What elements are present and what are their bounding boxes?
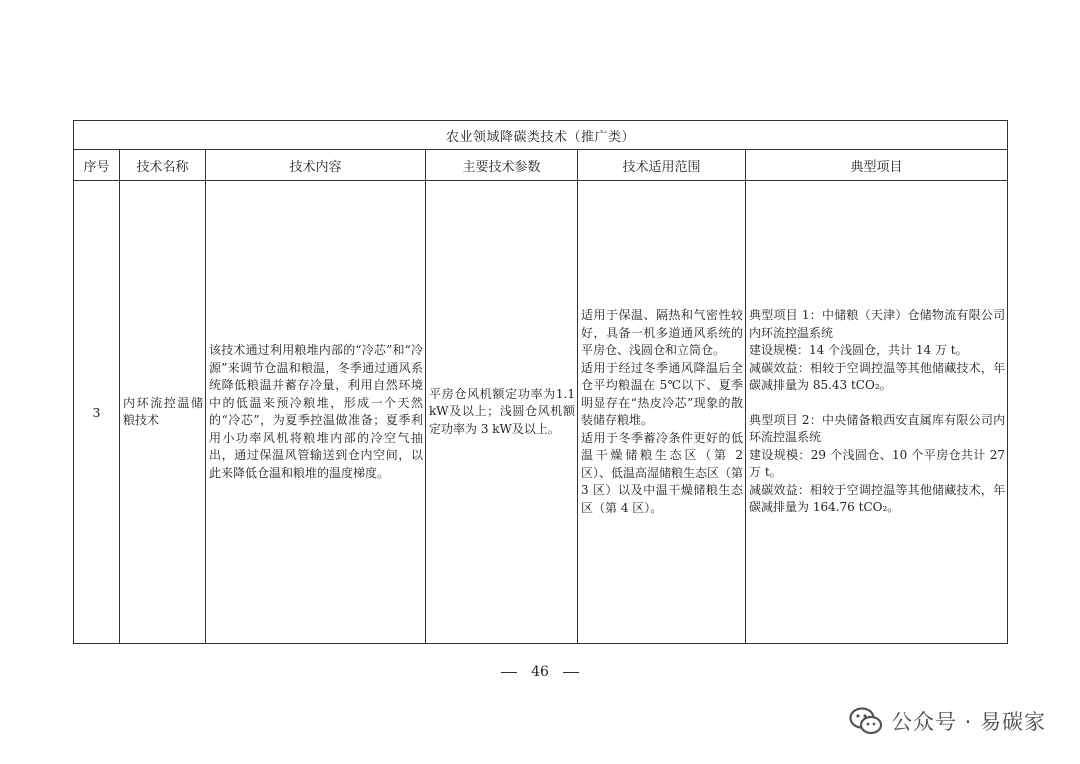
scope-item: 适用于冬季蓄冷条件更好的低温干燥储粮生态区（第 2 区）、低温高湿储粮生态区（第 3 区）以及中温干燥储粮生态区（第 4 区）。 <box>581 430 744 515</box>
watermark-text: 公众号 · 易碳家 <box>890 710 1046 734</box>
header-params: 主要技术参数 <box>426 150 578 181</box>
page-number <box>0 664 1080 680</box>
project-2-title: 典型项目 2：中央储备粮西安直属库有限公司内环流控温系统 <box>749 412 1006 445</box>
watermark <box>849 706 1046 736</box>
row-scope <box>578 181 746 644</box>
row-content: 该技术通过利用粮堆内部的“冷芯”和“冷源”来调节仓温和粮温，冬季通过通风系统降低粮温并蓄存冷量，利用自然环境中的低温来预冷粮堆，形成一个天然的“冷芯”，为夏季控温做准备；夏季利用小功率风机将粮堆内部的冷空气抽出，通过保温风管输送到仓内空间，以此来降低仓温和粮堆的温度梯度。 <box>206 181 426 644</box>
page-number-value: 46 <box>531 664 549 680</box>
row-seq: 3 <box>74 181 120 644</box>
project-1-scale: 建设规模：14 个浅圆仓，共计 14 万 t。 <box>749 343 968 358</box>
table-title: 农业领域降碳类技术（推广类） <box>74 121 1008 150</box>
scope-item: 适用于经过冬季通风降温后全仓平均粮温在 5℃以下、夏季明显存在“热皮冷芯”现象的散装储存粮堆。 <box>581 360 743 427</box>
table-row <box>74 181 1008 644</box>
project-1-benefit: 减碳效益：相较于空调控温等其他储藏技术，年碳减排量为 85.43 tCO₂。 <box>749 360 1006 393</box>
header-name: 技术名称 <box>120 150 206 181</box>
row-tech-name: 内环流控温储粮技术 <box>120 181 206 644</box>
row-params: 平房仓风机额定功率为1.1 kW及以上；浅圆仓风机额定功率为 3 kW及以上。 <box>426 181 578 644</box>
project-2-benefit: 减碳效益：相较于空调控温等其他储藏技术，年碳减排量为 164.76 tCO₂。 <box>749 482 1006 515</box>
header-projects: 典型项目 <box>746 150 1008 181</box>
header-scope: 技术适用范围 <box>578 150 746 181</box>
project-2-scale: 建设规模：29 个浅圆仓、10 个平房仓共计 27 万 t。 <box>749 447 1006 480</box>
wechat-icon <box>849 706 883 736</box>
scope-item: 适用于保温、隔热和气密性较好，具备一机多道通风系统的平房仓、浅圆仓和立筒仓。 <box>581 308 743 357</box>
header-seq: 序号 <box>74 150 120 181</box>
tech-table <box>73 120 1008 644</box>
project-1-title: 典型项目 1：中储粮（天津）仓储物流有限公司内环流控温系统 <box>749 308 1006 340</box>
row-projects <box>746 181 1008 644</box>
header-content: 技术内容 <box>206 150 426 181</box>
